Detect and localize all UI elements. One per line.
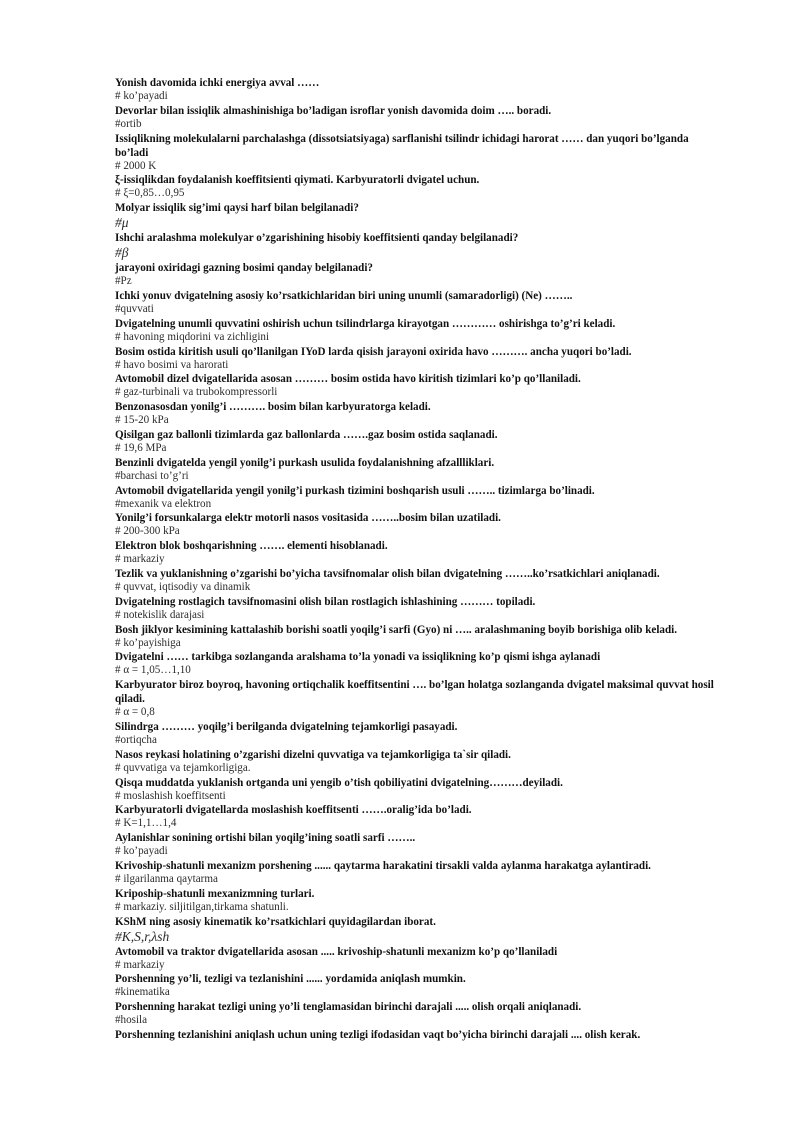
question-text: Yonilg’i forsunkalarga elektr motorli nasos vositasida ……..bosim bilan uzatiladi. [115, 512, 501, 525]
answer-text: # 2000 K [115, 159, 157, 172]
answer-text: # markaziy. siljitilgan,tirkama shatunli. [115, 900, 289, 913]
question-text: Aylanishlar sonining ortishi bilan yoqilg’ining soatli sarfi …….. [115, 832, 416, 845]
answer-text: # 15-20 kPa [115, 414, 169, 427]
question-text: Kripoship-shatunli mexanizmning turlari. [115, 887, 315, 900]
answer-text: # ilgarilanma qaytarma [115, 872, 218, 885]
question-text: Karbyurator biroz boyroq, havoning ortiqchalik koeffitsentini …. bo’lgan holatga sozlanganda dvigatel maksimal quvvat hosil qiladi. [115, 679, 714, 706]
question-text: Avtomobil va traktor dvigatellarida asosan ..... krivoship-shatunli mexanizm ko’p qo’llaniladi [115, 945, 558, 958]
question-text: Dvigatelning unumli quvvatini oshirish uchun tsilindrlarga kirayotgan ………… oshirishga to’g’ri keladi. [115, 317, 616, 330]
question-text: Bosh jiklyor kesimining kattalashib borishi soatli yoqilg’i sarfi (Gyo) ni ….. aralashmaning boyib borishiga olib keladi. [115, 623, 677, 636]
question-text: Yonish davomida ichki energiya avval …… [115, 77, 320, 89]
question-text: Avtomobil dvigatellarida yengil yonilg’i purkash tizimini boshqarish usuli …….. tizimlarga bo’linadi. [115, 484, 595, 497]
answer-text: #ortib [115, 117, 142, 130]
answer-text: # 19,6 MPa [115, 441, 167, 454]
answer-text: # havo bosimi va harorati [115, 358, 229, 371]
answer-text: # α = 1,05…1,10 [115, 664, 191, 677]
answer-text: # havoning miqdorini va zichligini [115, 330, 270, 343]
answer-text: #mexanik va elektron [115, 497, 212, 510]
answer-text: # markaziy [115, 958, 165, 971]
answer-text: #barchasi to’g’ri [115, 469, 189, 482]
answer-text: # ko’payadi [115, 845, 168, 858]
answer-text: # gaz-turbinali va trubokompressorli [115, 386, 278, 399]
question-text: Elektron blok boshqarishning ……. elementi hisoblanadi. [115, 540, 388, 553]
question-text: Porshenning harakat tezligi uning yo’li tenglamasidan birinchi darajali ..... olish orqali aniqlanadi. [115, 1001, 582, 1014]
answer-text: # K=1,1…1,4 [115, 817, 177, 830]
question-text: Issiqlikning molekulalarni parchalashga (dissotsiatsiyaga) sarflanishi tsilindr ichidagi harorat …… dan yuqori bo’lganda bo’ladi [115, 132, 689, 159]
answer-text: #β [115, 245, 129, 261]
answer-text: # ko’payadi [115, 90, 168, 102]
question-text: Molyar issiqlik sig’imi qaysi harf bilan belgilanadi? [115, 202, 359, 215]
question-text: Benzonasosdan yonilg’i ………. bosim bilan karbyuratorga keladi. [115, 401, 431, 414]
answer-text: #quvvati [115, 302, 154, 315]
answer-text: #K,S,r,λsh [115, 928, 170, 944]
question-text: Tezlik va yuklanishning o’zgarishi bo’yicha tavsifnomalar olish bilan dvigatelning ……..ko’rsatkichlari aniqlanadi. [115, 567, 660, 580]
question-text: Devorlar bilan issiqlik almashinishiga bo’ladigan isroflar yonish davomida doim ….. boradi. [115, 104, 552, 117]
question-text: Qisqa muddatda yuklanish ortganda uni yengib o’tish qobiliyatini dvigatelning………deyiladi. [115, 776, 563, 789]
answer-text: # moslashish koeffitsenti [115, 789, 226, 802]
question-text: Avtomobil dizel dvigatellarida asosan ……… bosim ostida havo kiritish tizimlari ko’p qo’llaniladi. [115, 373, 581, 386]
question-text: Silindrga ……… yoqilg’i berilganda dvigatelning tejamkorligi pasayadi. [115, 720, 458, 733]
question-text: KShM ning asosiy kinematik ko’rsatkichlari quyidagilardan iborat. [115, 915, 436, 928]
question-text: Qisilgan gaz ballonli tizimlarda gaz ballonlarda …….gaz bosim ostida saqlanadi. [115, 428, 498, 441]
question-text: jarayoni oxiridagi gazning bosimi qanday belgilanadi? [115, 262, 373, 275]
answer-text: #Pz [115, 275, 132, 288]
question-text: Porshenning tezlanishini aniqlash uchun uning tezligi ifodasidan vaqt bo’yicha birinchi darajali .... olish kerak. [115, 1028, 641, 1041]
answer-text: # quvvatiga va tejamkorligiga. [115, 761, 251, 774]
question-text: Bosim ostida kiritish usuli qo’llanilgan IYoD larda qisish jarayoni oxirida havo ………. ancha yuqori bo’ladi. [115, 345, 632, 358]
answer-text: #hosila [115, 1014, 148, 1027]
question-text: Ishchi aralashma molekulyar o’zgarishining hisobiy koeffitsienti qanday belgilanadi? [115, 232, 519, 245]
answer-text: # notekislik darajasi [115, 608, 205, 621]
answer-text: #μ [115, 215, 129, 231]
question-text: Benzinli dvigatelda yengil yonilg’i purkash usulida foydalanishning afzallliklari. [115, 456, 495, 469]
answer-text: # α = 0,8 [115, 706, 155, 719]
question-text: Dvigatelning rostlagich tavsifnomasini olish bilan rostlagich ishlashining ……… topiladi. [115, 595, 536, 608]
answer-text: #kinematika [115, 986, 170, 999]
answer-text: # ξ=0,85…0,95 [115, 187, 185, 200]
question-text: Krivoship-shatunli mexanizm porshening ...... qaytarma harakatini tirsakli valda aylanma harakatga aylantiradi. [115, 859, 651, 872]
question-text: Ichki yonuv dvigatelning asosiy ko’rsatkichlaridan biri uning unumli (samaradorligi) (Ne) …….. [115, 289, 573, 302]
answer-text: #ortiqcha [115, 733, 157, 746]
question-text: Dvigatelni …… tarkibga sozlanganda aralshama to’la yonadi va issiqlikning ko’p qismi ishga aylanadi [115, 651, 601, 664]
answer-text: # quvvat, iqtisodiy va dinamik [115, 580, 251, 593]
question-text: Karbyuratorli dvigatellarda moslashish koeffitsenti …….oralig’ida bo’ladi. [115, 804, 472, 817]
answer-text: # markaziy [115, 553, 165, 566]
question-text: ξ-issiqlikdan foydalanish koeffitsienti qiymati. Karbyuratorli dvigatel uchun. [115, 174, 480, 187]
question-text: Nasos reykasi holatining o’zgarishi dizelni quvvatiga va tejamkorligiga ta`sir qiladi. [115, 748, 511, 761]
answer-text: # ko’payishiga [115, 636, 181, 649]
document-body [115, 76, 715, 1042]
answer-text: # 200-300 kPa [115, 525, 180, 538]
question-text: Porshenning yo’li, tezligi va tezlanishini ...... yordamida aniqlash mumkin. [115, 973, 466, 986]
